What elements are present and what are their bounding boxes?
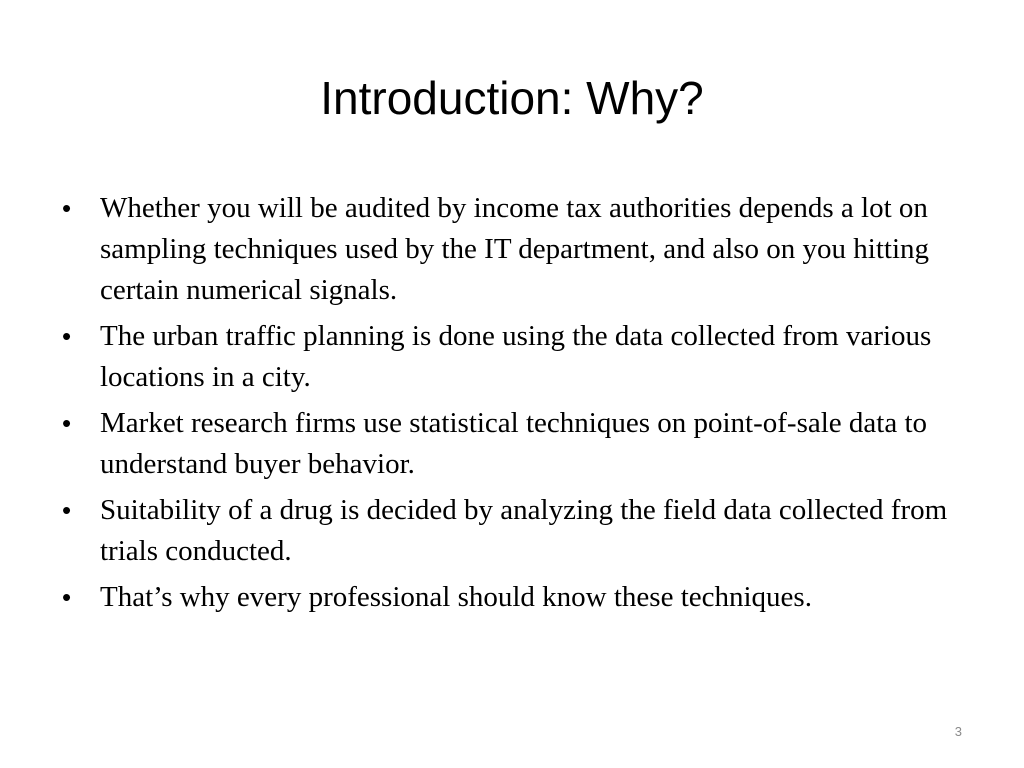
slide-title: Introduction: Why?: [320, 72, 704, 124]
bullet-text: Suitability of a drug is decided by analyzing the field data collected from trials conducted.: [100, 494, 948, 567]
bullet-item: [62, 490, 972, 572]
bullet-text: The urban traffic planning is done using the data collected from various locations in a city.: [100, 320, 932, 393]
bullet-text: Whether you will be audited by income tax authorities depends a lot on sampling techniques used by the IT department, and also on you hitting certain numerical signals.: [100, 192, 930, 306]
bullet-icon: •: [62, 582, 72, 612]
bullet-item: [62, 188, 972, 311]
bullet-icon: •: [62, 193, 72, 223]
bullet-icon: •: [62, 408, 72, 438]
bullet-list: [62, 188, 972, 623]
bullet-icon: •: [62, 495, 72, 525]
bullet-item: [62, 403, 972, 485]
bullet-item: [62, 577, 972, 618]
bullet-item: [62, 316, 972, 398]
slide-number: 3: [954, 724, 962, 739]
bullet-text: Market research firms use statistical techniques on point-of-sale data to understand buyer behavior.: [100, 407, 928, 480]
bullet-icon: •: [62, 321, 72, 351]
bullet-text: That’s why every professional should know these techniques.: [100, 581, 812, 613]
